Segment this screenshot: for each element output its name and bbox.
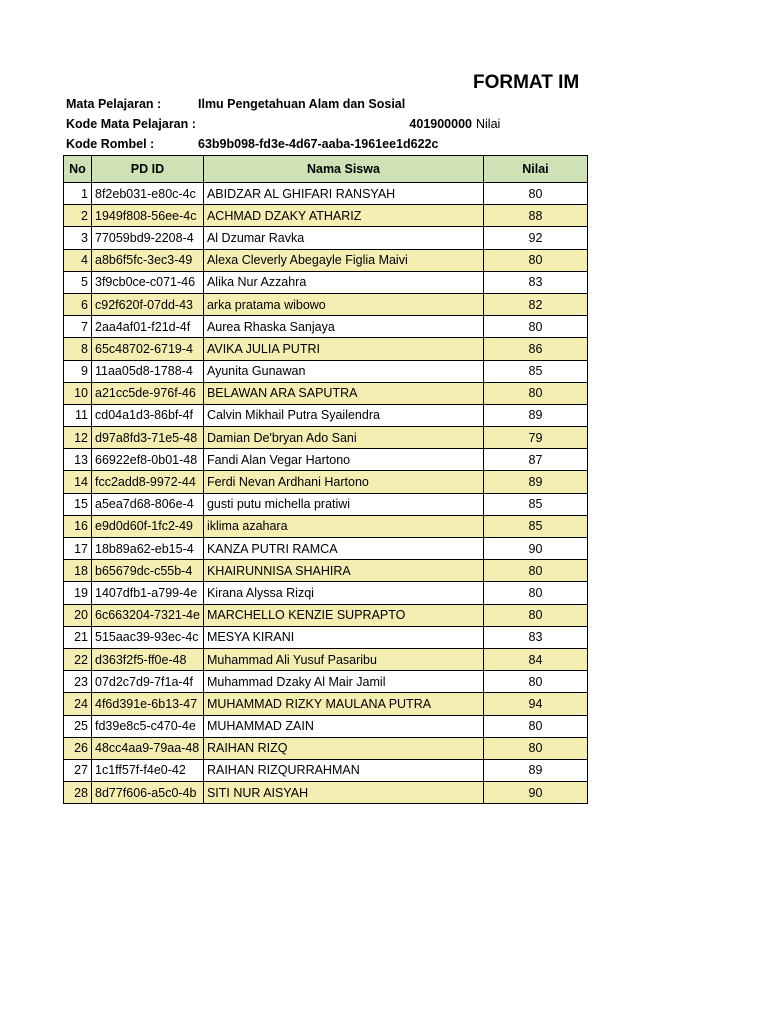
row-no[interactable]: 11 <box>64 404 92 426</box>
row-nilai[interactable]: 90 <box>483 538 587 560</box>
row-pd-id[interactable]: 1949f808-56ee-4c <box>92 205 204 227</box>
table-row <box>64 471 588 493</box>
row-nama-siswa[interactable]: arka pratama wibowo <box>203 293 483 315</box>
row-no[interactable]: 2 <box>64 205 92 227</box>
row-nilai[interactable]: 86 <box>483 338 587 360</box>
row-pd-id[interactable]: a5ea7d68-806e-4 <box>92 493 204 515</box>
page-title: FORMAT IM <box>473 72 579 93</box>
row-no[interactable]: 7 <box>64 316 92 338</box>
row-nama-siswa[interactable]: Ferdi Nevan Ardhani Hartono <box>203 471 483 493</box>
table-row <box>64 205 588 227</box>
kode-mapel-value: 401900000 <box>409 117 472 131</box>
table-row <box>64 626 588 648</box>
row-pd-id[interactable]: 65c48702-6719-4 <box>92 338 204 360</box>
row-nilai[interactable]: 80 <box>483 715 587 737</box>
row-nilai[interactable]: 90 <box>483 782 587 804</box>
row-pd-id[interactable]: 8f2eb031-e80c-4c <box>92 183 204 205</box>
row-nilai[interactable]: 89 <box>483 471 587 493</box>
table-row <box>64 560 588 582</box>
table-row <box>64 515 588 537</box>
row-nama-siswa[interactable]: RAIHAN RIZQURRAHMAN <box>203 759 483 781</box>
row-nama-siswa[interactable]: MESYA KIRANI <box>203 626 483 648</box>
row-nama-siswa[interactable]: Alika Nur Azzahra <box>203 271 483 293</box>
row-pd-id[interactable]: 18b89a62-eb15-4 <box>92 538 204 560</box>
table-row <box>64 427 588 449</box>
row-pd-id[interactable]: c92f620f-07dd-43 <box>92 293 204 315</box>
row-nilai[interactable]: 80 <box>483 560 587 582</box>
row-nama-siswa[interactable]: Ayunita Gunawan <box>203 360 483 382</box>
table-row <box>64 360 588 382</box>
mapel-label: Mata Pelajaran : <box>66 97 162 111</box>
table-row <box>64 737 588 759</box>
header-pd-id: PD ID <box>92 156 204 183</box>
row-nilai[interactable]: 79 <box>483 427 587 449</box>
row-nama-siswa[interactable]: Muhammad Ali Yusuf Pasaribu <box>203 648 483 670</box>
row-pd-id[interactable]: d363f2f5-ff0e-48 <box>92 648 204 670</box>
row-nama-siswa[interactable]: KHAIRUNNISA SHAHIRA <box>203 560 483 582</box>
row-no[interactable]: 17 <box>64 538 92 560</box>
row-nama-siswa[interactable]: Aurea Rhaska Sanjaya <box>203 316 483 338</box>
row-nama-siswa[interactable]: SITI NUR AISYAH <box>203 782 483 804</box>
row-nilai[interactable]: 84 <box>483 648 587 670</box>
row-nama-siswa[interactable]: Muhammad Dzaky Al Mair Jamil <box>203 671 483 693</box>
row-no[interactable]: 24 <box>64 693 92 715</box>
row-no[interactable]: 15 <box>64 493 92 515</box>
row-no[interactable]: 14 <box>64 471 92 493</box>
row-pd-id[interactable]: fd39e8c5-c470-4e <box>92 715 204 737</box>
row-nama-siswa[interactable]: iklima azahara <box>203 515 483 537</box>
row-nilai[interactable]: 83 <box>483 626 587 648</box>
row-pd-id[interactable]: 6c663204-7321-4e <box>92 604 204 626</box>
table-row <box>64 227 588 249</box>
row-nilai[interactable]: 82 <box>483 293 587 315</box>
table-row <box>64 183 588 205</box>
table-row <box>64 604 588 626</box>
table-row <box>64 759 588 781</box>
row-nilai[interactable]: 80 <box>483 582 587 604</box>
rombel-label: Kode Rombel : <box>66 137 155 151</box>
row-nilai[interactable]: 80 <box>483 249 587 271</box>
row-nilai[interactable]: 80 <box>483 737 587 759</box>
table-row <box>64 249 588 271</box>
row-nilai[interactable]: 92 <box>483 227 587 249</box>
row-pd-id[interactable]: 07d2c7d9-7f1a-4f <box>92 671 204 693</box>
row-nama-siswa[interactable]: KANZA PUTRI RAMCA <box>203 538 483 560</box>
table-row <box>64 293 588 315</box>
row-pd-id[interactable]: a8b6f5fc-3ec3-49 <box>92 249 204 271</box>
row-pd-id[interactable]: 11aa05d8-1788-4 <box>92 360 204 382</box>
row-no[interactable]: 5 <box>64 271 92 293</box>
row-nama-siswa[interactable]: Al Dzumar Ravka <box>203 227 483 249</box>
row-pd-id[interactable]: 3f9cb0ce-c071-46 <box>92 271 204 293</box>
row-nama-siswa[interactable]: Calvin Mikhail Putra Syailendra <box>203 404 483 426</box>
row-nama-siswa[interactable]: Fandi Alan Vegar Hartono <box>203 449 483 471</box>
table-body <box>64 183 588 804</box>
row-pd-id[interactable]: b65679dc-c55b-4 <box>92 560 204 582</box>
rombel-value: 63b9b098-fd3e-4d67-aaba-1961ee1d622c <box>198 137 439 151</box>
table-row <box>64 449 588 471</box>
row-no[interactable]: 23 <box>64 671 92 693</box>
row-no[interactable]: 28 <box>64 782 92 804</box>
row-no[interactable]: 19 <box>64 582 92 604</box>
row-no[interactable]: 12 <box>64 427 92 449</box>
row-nama-siswa[interactable]: MUHAMMAD RIZKY MAULANA PUTRA <box>203 693 483 715</box>
row-nilai[interactable]: 80 <box>483 604 587 626</box>
row-nilai[interactable]: 88 <box>483 205 587 227</box>
table-row <box>64 693 588 715</box>
row-pd-id[interactable]: 77059bd9-2208-4 <box>92 227 204 249</box>
row-no[interactable]: 20 <box>64 604 92 626</box>
row-pd-id[interactable]: a21cc5de-976f-46 <box>92 382 204 404</box>
row-pd-id[interactable]: e9d0d60f-1fc2-49 <box>92 515 204 537</box>
row-no[interactable]: 21 <box>64 626 92 648</box>
row-nama-siswa[interactable]: AVIKA JULIA PUTRI <box>203 338 483 360</box>
row-nama-siswa[interactable]: Alexa Cleverly Abegayle Figlia Maivi <box>203 249 483 271</box>
row-nilai[interactable]: 85 <box>483 360 587 382</box>
row-nilai[interactable]: 89 <box>483 404 587 426</box>
row-no[interactable]: 9 <box>64 360 92 382</box>
row-nilai[interactable]: 87 <box>483 449 587 471</box>
row-nama-siswa[interactable]: MUHAMMAD ZAIN <box>203 715 483 737</box>
table-row <box>64 493 588 515</box>
row-pd-id[interactable]: fcc2add8-9972-44 <box>92 471 204 493</box>
row-no[interactable]: 3 <box>64 227 92 249</box>
row-pd-id[interactable]: 66922ef8-0b01-48 <box>92 449 204 471</box>
table-row <box>64 338 588 360</box>
row-nilai[interactable]: 80 <box>483 671 587 693</box>
row-pd-id[interactable]: 1c1ff57f-f4e0-42 <box>92 759 204 781</box>
row-no[interactable]: 4 <box>64 249 92 271</box>
row-pd-id[interactable]: d97a8fd3-71e5-48 <box>92 427 204 449</box>
table-row <box>64 715 588 737</box>
row-no[interactable]: 6 <box>64 293 92 315</box>
row-nama-siswa[interactable]: gusti putu michella pratiwi <box>203 493 483 515</box>
header-no: No <box>64 156 92 183</box>
row-no[interactable]: 13 <box>64 449 92 471</box>
row-pd-id[interactable]: 1407dfb1-a799-4e <box>92 582 204 604</box>
row-no[interactable]: 16 <box>64 515 92 537</box>
row-nama-siswa[interactable]: BELAWAN ARA SAPUTRA <box>203 382 483 404</box>
row-nilai[interactable]: 83 <box>483 271 587 293</box>
table-row <box>64 404 588 426</box>
row-no[interactable]: 25 <box>64 715 92 737</box>
table-row <box>64 671 588 693</box>
row-pd-id[interactable]: 2aa4af01-f21d-4f <box>92 316 204 338</box>
row-no[interactable]: 27 <box>64 759 92 781</box>
row-no[interactable]: 1 <box>64 183 92 205</box>
header-nama-siswa: Nama Siswa <box>203 156 483 183</box>
row-pd-id[interactable]: 8d77f606-a5c0-4b <box>92 782 204 804</box>
row-nama-siswa[interactable]: Damian De'bryan Ado Sani <box>203 427 483 449</box>
table-row <box>64 782 588 804</box>
table-row <box>64 582 588 604</box>
row-no[interactable]: 26 <box>64 737 92 759</box>
table-row <box>64 538 588 560</box>
student-score-table <box>63 155 588 804</box>
row-nama-siswa[interactable]: RAIHAN RIZQ <box>203 737 483 759</box>
row-nama-siswa[interactable]: Kirana Alyssa Rizqi <box>203 582 483 604</box>
row-pd-id[interactable]: 48cc4aa9-79aa-48 <box>92 737 204 759</box>
row-pd-id[interactable]: 4f6d391e-6b13-47 <box>92 693 204 715</box>
row-nilai[interactable]: 85 <box>483 493 587 515</box>
header-nilai: Nilai <box>483 156 587 183</box>
row-no[interactable]: 10 <box>64 382 92 404</box>
table-header-row <box>64 156 588 183</box>
row-pd-id[interactable]: 515aac39-93ec-4c <box>92 626 204 648</box>
row-nilai[interactable]: 94 <box>483 693 587 715</box>
row-no[interactable]: 18 <box>64 560 92 582</box>
row-nilai[interactable]: 80 <box>483 183 587 205</box>
kode-mapel-suffix: Nilai <box>476 117 501 131</box>
row-no[interactable]: 8 <box>64 338 92 360</box>
table-row <box>64 271 588 293</box>
mapel-value: Ilmu Pengetahuan Alam dan Sosial <box>198 97 406 111</box>
row-no[interactable]: 22 <box>64 648 92 670</box>
table-row <box>64 382 588 404</box>
row-nama-siswa[interactable]: ACHMAD DZAKY ATHARIZ <box>203 205 483 227</box>
row-nama-siswa[interactable]: MARCHELLO KENZIE SUPRAPTO <box>203 604 483 626</box>
kode-mapel-label: Kode Mata Pelajaran : <box>66 117 196 131</box>
row-pd-id[interactable]: cd04a1d3-86bf-4f <box>92 404 204 426</box>
row-nilai[interactable]: 89 <box>483 759 587 781</box>
table-row <box>64 316 588 338</box>
row-nama-siswa[interactable]: ABIDZAR AL GHIFARI RANSYAH <box>203 183 483 205</box>
table-row <box>64 648 588 670</box>
row-nilai[interactable]: 80 <box>483 382 587 404</box>
row-nilai[interactable]: 85 <box>483 515 587 537</box>
row-nilai[interactable]: 80 <box>483 316 587 338</box>
